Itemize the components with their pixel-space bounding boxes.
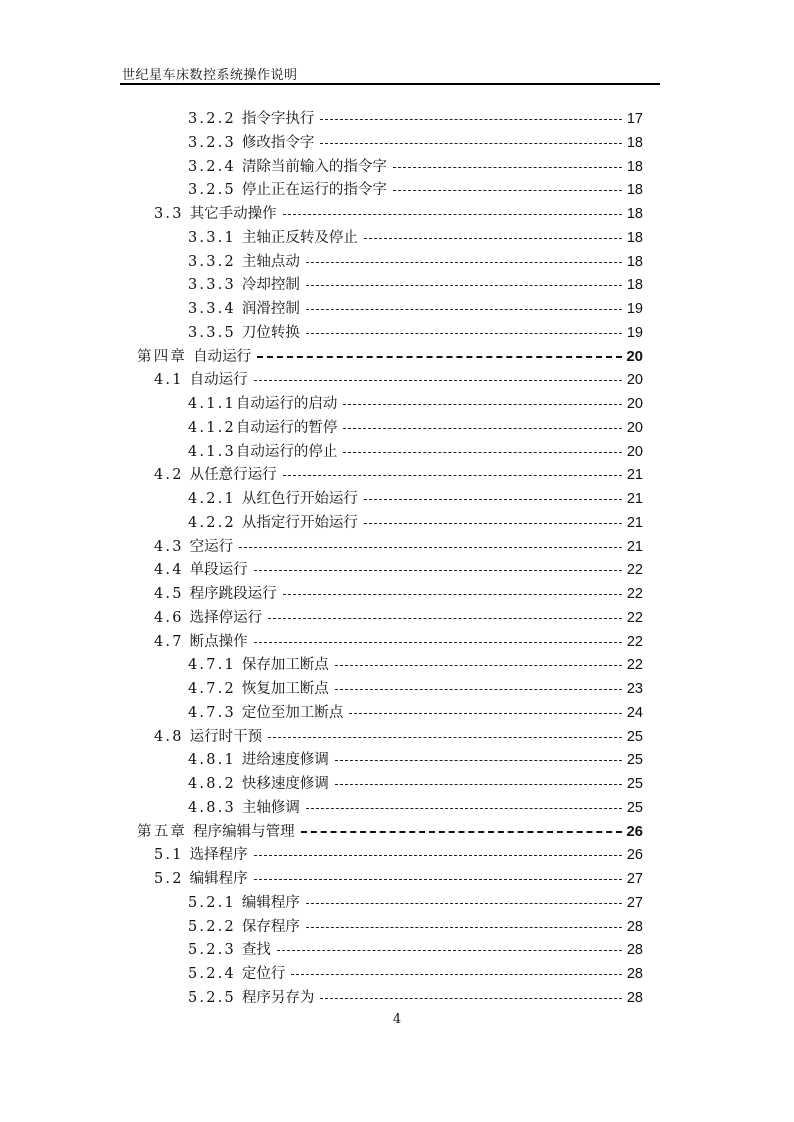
toc-entry-title: 从红色行开始运行 <box>241 491 358 507</box>
toc-entry-number: 4.2.1 <box>188 491 236 507</box>
toc-entry-title: 单段运行 <box>189 562 248 579</box>
toc-entry-page: 22 <box>626 609 643 626</box>
toc-entry-page: 25 <box>626 752 643 769</box>
toc-entry[interactable] <box>188 393 643 415</box>
toc-entry-number: 4.2.2 <box>188 514 236 531</box>
toc-dash-leader <box>393 167 622 168</box>
toc-entry-number: 4.5 <box>154 586 184 602</box>
toc-entry-page: 20 <box>626 443 643 460</box>
toc-dash-leader <box>393 190 622 191</box>
toc-entry-title: 从任意行运行 <box>189 467 277 484</box>
toc-entry[interactable] <box>154 583 643 605</box>
toc-entry-title: 保存程序 <box>241 918 300 935</box>
toc-dash-leader <box>291 974 622 975</box>
toc-entry-number: 4.1.1 <box>188 396 236 412</box>
toc-entry-title: 主轴正反转及停止 <box>241 229 358 246</box>
toc-entry-number: 4.8.1 <box>188 752 236 769</box>
toc-entry[interactable] <box>154 607 643 629</box>
toc-entry-number: 5.2.5 <box>188 989 236 1006</box>
toc-entry-page: 18 <box>626 206 643 222</box>
toc-entry-page: 20 <box>626 396 643 412</box>
toc-entry-number: 4.1 <box>154 372 184 389</box>
toc-entry[interactable] <box>154 631 643 653</box>
toc-dash-leader <box>335 665 622 666</box>
toc-entry-number: 3.3.2 <box>188 253 236 270</box>
toc-entry[interactable] <box>188 797 643 819</box>
toc-entry[interactable] <box>154 868 643 890</box>
toc-entry-title: 指令字执行 <box>241 111 315 127</box>
toc-dash-leader <box>257 356 622 358</box>
toc-entry[interactable] <box>154 464 643 486</box>
toc-dash-leader <box>254 642 622 643</box>
toc-entry[interactable] <box>188 512 643 534</box>
toc-entry-title: 清除当前输入的指令字 <box>241 158 387 175</box>
toc-entry[interactable] <box>137 346 643 368</box>
toc-entry-number: 4.8.3 <box>188 799 236 816</box>
toc-entry-title: 程序编辑与管理 <box>193 823 295 840</box>
toc-dash-leader <box>364 523 622 524</box>
toc-entry-number: 4.7.2 <box>188 681 236 697</box>
toc-entry[interactable] <box>188 749 643 771</box>
toc-entry[interactable] <box>188 916 643 938</box>
toc-entry-number: 3.2.3 <box>188 134 236 151</box>
toc-entry-title: 空运行 <box>189 538 234 555</box>
toc-entry-number: 5.2 <box>154 871 184 887</box>
toc-entry-page: 23 <box>626 681 643 697</box>
toc-entry[interactable] <box>154 559 643 581</box>
toc-entry-page: 21 <box>626 538 643 555</box>
toc-entry-page: 28 <box>626 966 643 982</box>
toc-dash-leader <box>239 547 622 548</box>
toc-entry-title: 自动运行的暂停 <box>235 419 338 436</box>
toc-dash-leader <box>306 927 622 928</box>
toc-entry-page: 18 <box>626 134 643 151</box>
toc-entry[interactable] <box>188 251 643 273</box>
toc-entry[interactable] <box>188 892 643 914</box>
toc-entry[interactable] <box>154 726 643 748</box>
toc-entry-page: 21 <box>626 491 643 507</box>
toc-entry-number: 4.7.1 <box>188 657 236 674</box>
toc-dash-leader <box>335 784 622 785</box>
toc-entry[interactable] <box>188 963 643 985</box>
toc-entry[interactable] <box>188 702 643 724</box>
toc-entry-page: 20 <box>626 419 643 436</box>
toc-entry-number: 3.3.3 <box>188 277 236 294</box>
toc-entry-number: 5.1 <box>154 847 184 864</box>
toc-entry-number: 第四章 <box>137 348 188 365</box>
toc-entry-title: 修改指令字 <box>241 134 315 151</box>
toc-entry-page: 20 <box>626 347 643 365</box>
document-title: 世纪星车床数控系统操作说明 <box>122 68 298 83</box>
toc-entry[interactable] <box>188 322 643 344</box>
toc-dash-leader <box>349 713 622 714</box>
toc-entry-number: 5.2.1 <box>188 894 236 911</box>
toc-entry-number: 3.3.4 <box>188 301 236 317</box>
toc-entry-title: 主轴点动 <box>241 253 300 270</box>
toc-dash-leader <box>283 475 622 476</box>
toc-entry[interactable] <box>154 203 643 225</box>
toc-entry-number: 4.7.3 <box>188 704 236 721</box>
toc-entry-number: 4.8 <box>154 728 184 745</box>
toc-dash-leader <box>301 831 622 833</box>
toc-entry-page: 20 <box>626 372 643 389</box>
toc-entry-title: 保存加工断点 <box>241 657 329 674</box>
toc-entry-title: 刀位转换 <box>241 324 300 341</box>
toc-entry-title: 快移速度修调 <box>241 776 329 792</box>
toc-entry-page: 21 <box>626 514 643 531</box>
toc-entry-title: 恢复加工断点 <box>241 681 329 697</box>
toc-entry[interactable] <box>188 179 643 201</box>
toc-dash-leader <box>306 285 622 286</box>
toc-entry-title: 程序跳段运行 <box>189 586 277 602</box>
toc-entry-title: 断点操作 <box>189 633 248 650</box>
toc-entry-number: 4.8.2 <box>188 776 236 792</box>
toc-entry-number: 3.2.2 <box>188 111 236 127</box>
header-divider <box>120 83 660 85</box>
toc-entry-title: 从指定行开始运行 <box>241 514 358 531</box>
toc-entry[interactable] <box>188 987 643 1009</box>
toc-entry[interactable] <box>188 417 643 439</box>
toc-entry-title: 其它手动操作 <box>189 206 277 222</box>
toc-entry-number: 4.7 <box>154 633 184 650</box>
toc-dash-leader <box>306 262 622 263</box>
toc-entry-page: 17 <box>626 111 643 127</box>
page-number: 4 <box>392 1012 402 1027</box>
toc-entry-title: 编辑程序 <box>189 871 248 887</box>
toc-entry-number: 5.2.3 <box>188 942 236 959</box>
toc-entry-number: 4.3 <box>154 538 184 555</box>
toc-dash-leader <box>306 808 622 809</box>
toc-entry-number: 4.2 <box>154 467 184 484</box>
toc-dash-leader <box>254 380 622 381</box>
toc-dash-leader <box>283 214 622 215</box>
toc-entry-title: 停止正在运行的指令字 <box>241 182 387 199</box>
toc-entry-title: 选择程序 <box>189 847 248 864</box>
toc-dash-leader <box>254 879 622 880</box>
toc-dash-leader <box>335 689 622 690</box>
toc-entry-page: 18 <box>626 277 643 294</box>
toc-entry-page: 27 <box>626 871 643 887</box>
toc-entry-number: 3.3 <box>154 206 184 222</box>
toc-dash-leader <box>283 594 622 595</box>
toc-entry[interactable] <box>188 441 643 463</box>
toc-entry-title: 自动运行的停止 <box>235 443 338 460</box>
toc-entry-title: 进给速度修调 <box>241 752 329 769</box>
toc-entry-page: 22 <box>626 562 643 579</box>
toc-entry-title: 主轴修调 <box>241 799 300 816</box>
toc-entry-number: 4.4 <box>154 562 184 579</box>
toc-entry-number: 3.3.5 <box>188 324 236 341</box>
toc-entry-page: 28 <box>626 918 643 935</box>
toc-dash-leader <box>277 950 622 951</box>
toc-dash-leader <box>254 570 622 571</box>
toc-entry[interactable] <box>188 298 643 320</box>
toc-entry-page: 22 <box>626 586 643 602</box>
toc-entry-number: 3.2.5 <box>188 182 236 199</box>
toc-entry-number: 5.2.4 <box>188 966 236 982</box>
toc-entry-number: 5.2.2 <box>188 918 236 935</box>
toc-dash-leader <box>268 737 622 738</box>
toc-entry-page: 18 <box>626 182 643 199</box>
toc-entry-title: 冷却控制 <box>241 277 300 294</box>
toc-entry-page: 26 <box>626 847 643 864</box>
toc-entry-number: 3.3.1 <box>188 229 236 246</box>
toc-entry-page: 24 <box>626 704 643 721</box>
toc-entry-title: 查找 <box>241 942 271 959</box>
toc-entry[interactable] <box>154 844 643 866</box>
toc-entry-page: 18 <box>626 158 643 175</box>
toc-entry-title: 定位至加工断点 <box>241 704 344 721</box>
toc-entry[interactable] <box>188 678 643 700</box>
toc-dash-leader <box>306 903 622 904</box>
toc-entry[interactable] <box>188 654 643 676</box>
toc-dash-leader <box>364 238 622 239</box>
toc-entry-title: 程序另存为 <box>241 989 315 1006</box>
toc-entry-number: 4.6 <box>154 609 184 626</box>
toc-entry[interactable] <box>188 773 643 795</box>
toc-dash-leader <box>268 618 622 619</box>
toc-entry[interactable] <box>154 536 643 558</box>
toc-entry[interactable] <box>188 227 643 249</box>
toc-entry-title: 定位行 <box>241 966 286 982</box>
toc-dash-leader <box>364 499 622 500</box>
toc-entry[interactable] <box>188 108 643 130</box>
toc-entry[interactable] <box>188 939 643 961</box>
toc-entry[interactable] <box>137 821 643 843</box>
toc-entry-page: 28 <box>626 989 643 1006</box>
toc-entry-title: 运行时干预 <box>189 728 263 745</box>
toc-dash-leader <box>320 143 622 144</box>
toc-entry-title: 自动运行 <box>193 348 252 365</box>
toc-entry-number: 4.1.3 <box>188 443 236 460</box>
toc-dash-leader <box>320 998 622 999</box>
toc-entry[interactable] <box>188 488 643 510</box>
toc-entry-page: 22 <box>626 657 643 674</box>
toc-entry-page: 27 <box>626 894 643 911</box>
toc-dash-leader <box>343 404 622 405</box>
toc-entry-page: 22 <box>626 633 643 650</box>
toc-entry-page: 26 <box>626 822 643 840</box>
toc-dash-leader <box>306 333 622 334</box>
toc-entry[interactable] <box>188 156 643 178</box>
toc-dash-leader <box>343 452 622 453</box>
toc-entry-number: 第五章 <box>137 823 188 840</box>
toc-entry-title: 润滑控制 <box>241 301 300 317</box>
toc-entry-title: 自动运行 <box>189 372 248 389</box>
toc-entry-page: 25 <box>626 728 643 745</box>
toc-entry-title: 编辑程序 <box>241 894 300 911</box>
toc-entry[interactable] <box>154 369 643 391</box>
toc-entry-page: 19 <box>626 324 643 341</box>
toc-entry-title: 自动运行的启动 <box>235 396 338 412</box>
toc-entry-page: 28 <box>626 942 643 959</box>
toc-dash-leader <box>306 309 622 310</box>
toc-entry-title: 选择停运行 <box>189 609 263 626</box>
toc-entry-page: 19 <box>626 301 643 317</box>
toc-entry-page: 25 <box>626 799 643 816</box>
toc-dash-leader <box>343 428 622 429</box>
toc-entry[interactable] <box>188 132 643 154</box>
toc-dash-leader <box>254 855 622 856</box>
toc-dash-leader <box>320 119 622 120</box>
toc-entry-number: 4.1.2 <box>188 419 236 436</box>
toc-entry-page: 18 <box>626 253 643 270</box>
toc-entry[interactable] <box>188 274 643 296</box>
toc-entry-page: 25 <box>626 776 643 792</box>
toc-entry-page: 18 <box>626 229 643 246</box>
toc-entry-page: 21 <box>626 467 643 484</box>
toc-entry-number: 3.2.4 <box>188 158 236 175</box>
toc-dash-leader <box>335 760 622 761</box>
